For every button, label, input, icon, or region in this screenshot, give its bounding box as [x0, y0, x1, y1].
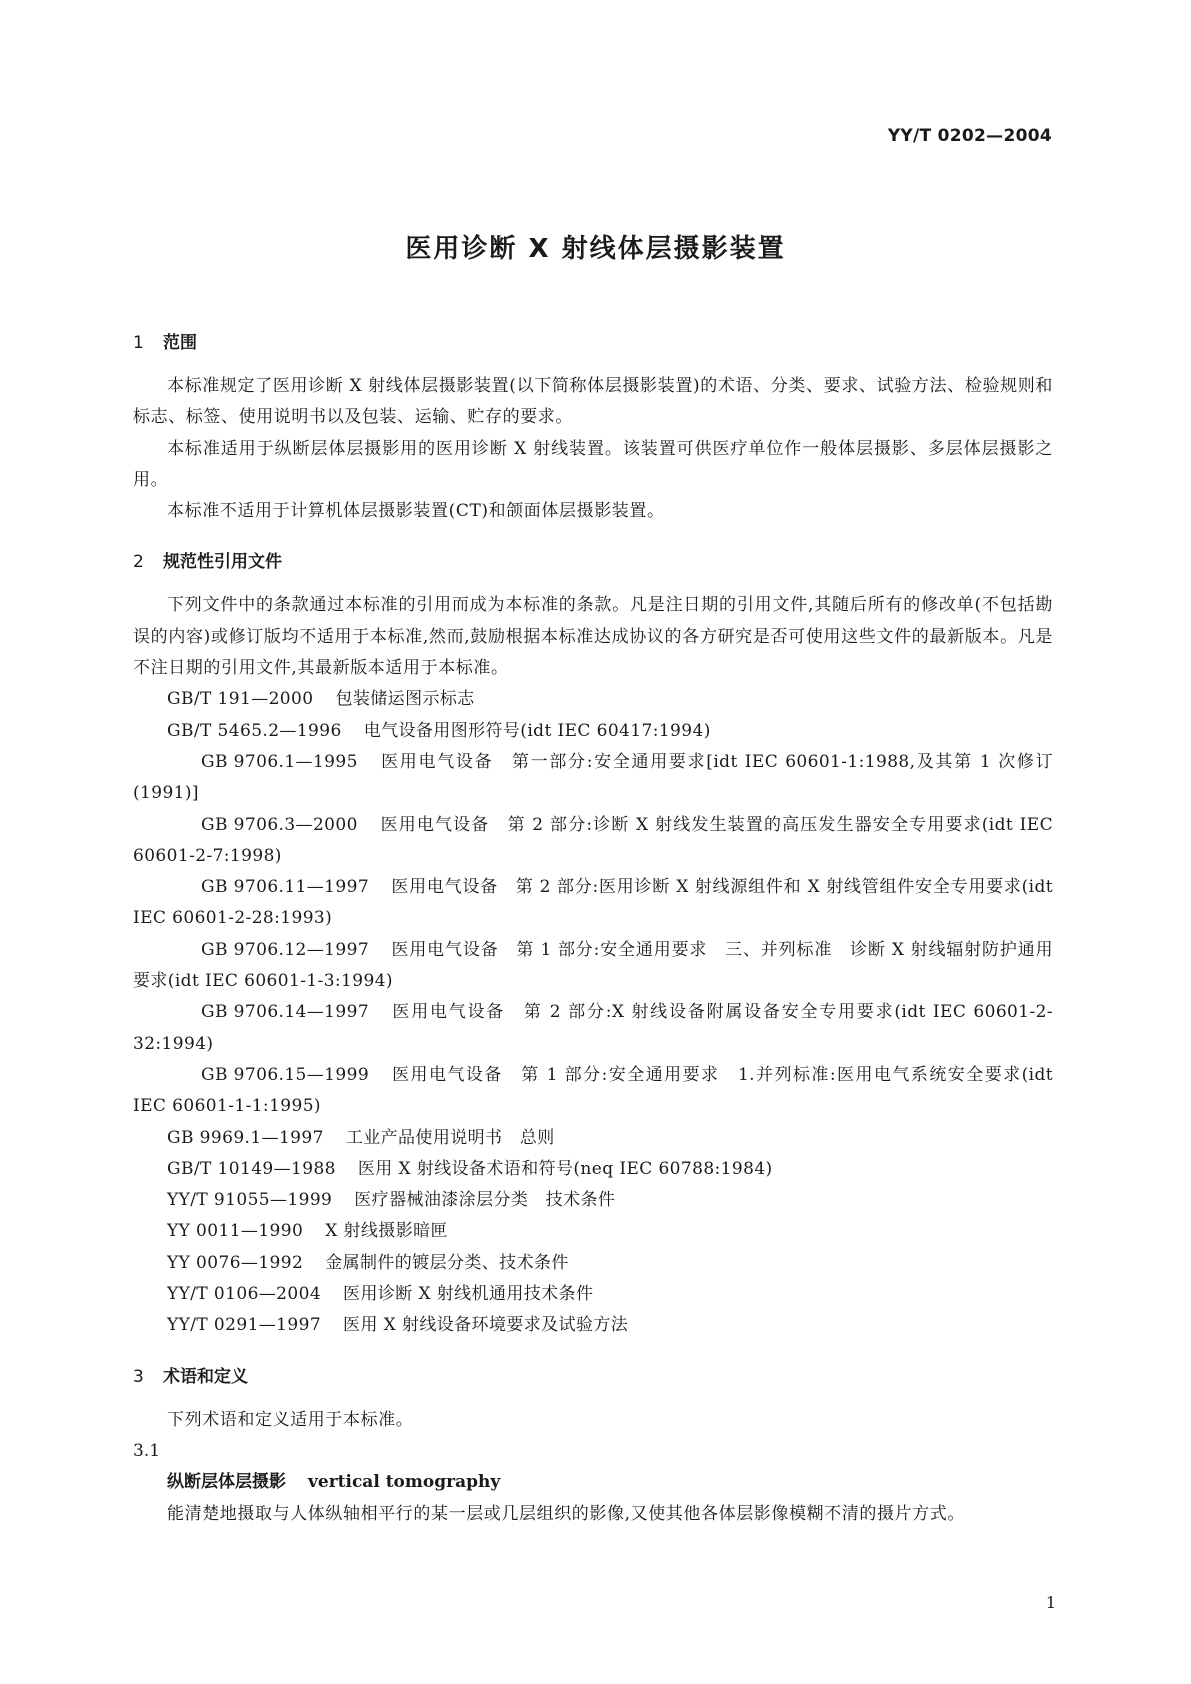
- reference-code: GB/T 5465.2—1996: [167, 720, 342, 741]
- reference-item: [133, 935, 1053, 998]
- reference-code: YY 0011—1990: [167, 1221, 304, 1242]
- reference-item: [133, 810, 1053, 873]
- reference-item: [133, 1123, 1053, 1154]
- reference-title: 工业产品使用说明书 总则: [345, 1127, 555, 1148]
- reference-title: 包装储运图示标志: [335, 689, 475, 710]
- reference-item: [133, 747, 1053, 810]
- reference-code: YY/T 0291—1997: [167, 1315, 322, 1336]
- reference-code: YY/T 0106—2004: [167, 1284, 322, 1305]
- reference-item: [133, 1279, 1053, 1310]
- section-heading-scope: [133, 328, 1053, 359]
- reference-code: YY 0076—1992: [167, 1252, 304, 1273]
- document-body: [133, 328, 1053, 1530]
- term-chinese: 纵断层体层摄影: [167, 1472, 286, 1493]
- reference-item: [133, 872, 1053, 935]
- reference-code: GB 9706.14—1997: [201, 1002, 370, 1023]
- reference-title: 医用电气设备 第 1 部分:安全通用要求 三、并列标准 诊断 X 射线辐射防护通用要求(idt IEC 60601-1-3:1994): [133, 939, 1053, 992]
- clause-number: 3.1: [133, 1440, 161, 1461]
- section-number: 2: [133, 552, 144, 573]
- reference-code: GB 9969.1—1997: [167, 1127, 324, 1148]
- reference-item: [133, 1248, 1053, 1279]
- section-title: 术语和定义: [163, 1366, 248, 1387]
- term-english: vertical tomography: [308, 1472, 501, 1493]
- reference-title: 医用电气设备 第 2 部分:医用诊断 X 射线源组件和 X 射线管组件安全专用要求(idt IEC 60601-2-28:1993): [133, 877, 1053, 929]
- reference-code: GB/T 10149—1988: [167, 1158, 336, 1179]
- standard-number: YY/T 0202—2004: [887, 126, 1052, 146]
- term-entry: [133, 1467, 1053, 1498]
- reference-code: YY/T 91055—1999: [167, 1190, 333, 1211]
- page-number: 1: [1045, 1593, 1056, 1612]
- reference-item: [133, 1154, 1053, 1185]
- document-title: 医用诊断 X 射线体层摄影装置: [405, 234, 786, 264]
- reference-title: 医用 X 射线设备环境要求及试验方法: [343, 1315, 629, 1336]
- section-heading-references: [133, 547, 1053, 578]
- reference-title: 电气设备用图形符号(idt IEC 60417:1994): [363, 720, 711, 741]
- reference-code: GB 9706.15—1999: [201, 1064, 370, 1085]
- reference-code: GB 9706.11—1997: [201, 877, 370, 898]
- section-number: 1: [133, 333, 144, 353]
- section-title: 范围: [163, 333, 197, 353]
- reference-item: [133, 997, 1053, 1060]
- references-intro: 下列文件中的条款通过本标准的引用而成为本标准的条款。凡是注日期的引用文件,其随后所有的修改单(不包括勘误的内容)或修订版均不适用于本标准,然而,鼓励根据本标准达成协议的各方研究是否可使用这些文件的最新版本。凡是不注日期的引用文件,其最新版本适用于本标准。: [133, 595, 1053, 679]
- reference-code: GB 9706.3—2000: [201, 814, 358, 835]
- section-title: 规范性引用文件: [163, 552, 282, 573]
- reference-title: 金属制件的镀层分类、技术条件: [325, 1252, 569, 1273]
- reference-title: 医疗器械油漆涂层分类 技术条件: [354, 1190, 616, 1211]
- reference-item: [133, 716, 1053, 747]
- scope-paragraph: 本标准规定了医用诊断 X 射线体层摄影装置(以下简称体层摄影装置)的术语、分类、要求、试验方法、检验规则和标志、标签、使用说明书以及包装、运输、贮存的要求。: [133, 376, 1053, 428]
- reference-item: [133, 1310, 1053, 1341]
- terms-intro: 下列术语和定义适用于本标准。: [167, 1409, 414, 1430]
- reference-title: 医用电气设备 第 2 部分:X 射线设备附属设备安全专用要求(idt IEC 60601-2-32:1994): [133, 1002, 1053, 1054]
- reference-item: [133, 1185, 1053, 1216]
- reference-title: 医用 X 射线设备术语和符号(neq IEC 60788:1984): [357, 1158, 773, 1179]
- reference-code: GB/T 191—2000: [167, 689, 314, 710]
- scope-paragraph: 本标准不适用于计算机体层摄影装置(CT)和颌面体层摄影装置。: [167, 501, 665, 522]
- reference-item: [133, 1216, 1053, 1247]
- reference-title: 医用电气设备 第 1 部分:安全通用要求 1.并列标准:医用电气系统安全要求(idt IEC 60601-1-1:1995): [133, 1064, 1053, 1117]
- section-heading-terms: [133, 1362, 1053, 1393]
- reference-item: [133, 684, 1053, 715]
- term-definition: 能清楚地摄取与人体纵轴相平行的某一层或几层组织的影像,又使其他各体层影像模糊不清的摄片方式。: [167, 1503, 966, 1524]
- reference-title: X 射线摄影暗匣: [325, 1221, 448, 1242]
- reference-item: [133, 1060, 1053, 1123]
- reference-title: 医用电气设备 第一部分:安全通用要求[idt IEC 60601-1:1988,及其第 1 次修订(1991)]: [133, 751, 1053, 804]
- reference-code: GB 9706.12—1997: [201, 939, 370, 960]
- scope-paragraph: 本标准适用于纵断层体层摄影用的医用诊断 X 射线装置。该装置可供医疗单位作一般体层摄影、多层体层摄影之用。: [133, 438, 1053, 490]
- reference-code: GB 9706.1—1995: [201, 751, 358, 772]
- reference-title: 医用电气设备 第 2 部分:诊断 X 射线发生装置的高压发生器安全专用要求(idt IEC 60601-2-7:1998): [133, 814, 1053, 866]
- section-number: 3: [133, 1366, 144, 1387]
- reference-title: 医用诊断 X 射线机通用技术条件: [343, 1284, 594, 1305]
